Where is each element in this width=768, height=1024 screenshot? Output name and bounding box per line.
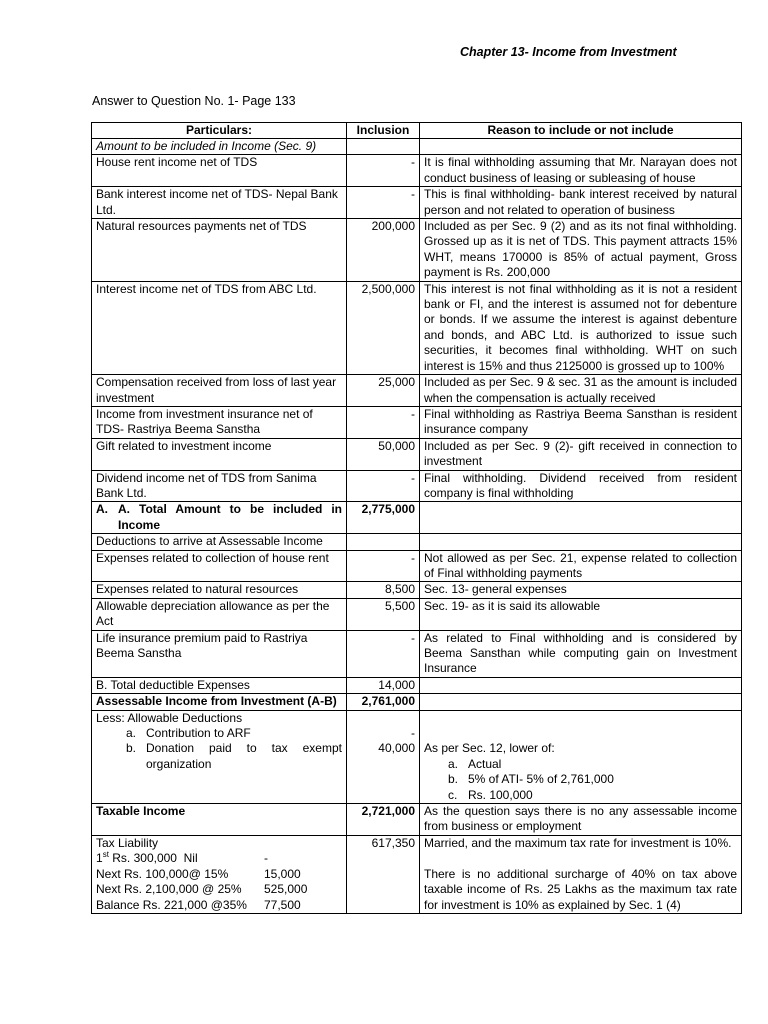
reason-item-text: Rs. 100,000 <box>468 787 533 802</box>
section-a-row <box>92 139 742 155</box>
tax-slab-amount: 77,500 <box>264 897 301 912</box>
income-row <box>92 155 742 187</box>
header-reason: Reason to include or not include <box>420 123 742 139</box>
deduction-row <box>92 630 742 677</box>
taxable-reason: As the question says there is no any assessable income from business or employment <box>420 804 742 836</box>
reason-cell: Final withholding. Dividend received from resident company is final withholding <box>420 470 742 502</box>
inclusion-cell: - <box>347 470 420 502</box>
deduction-row <box>92 598 742 630</box>
question-title: Answer to Question No. 1- Page 133 <box>92 94 296 108</box>
tax-slab-amount: 15,000 <box>264 866 301 881</box>
inclusion-cell: 50,000 <box>347 438 420 470</box>
particulars-cell: Expenses related to collection of house rent <box>92 550 347 582</box>
total-a-value: 2,775,000 <box>347 502 420 534</box>
reason-cell: Included as per Sec. 9 & sec. 31 as the amount is included when the compensation is actually received <box>420 375 742 407</box>
particulars-cell: Gift related to investment income <box>92 438 347 470</box>
tax-slab-text: Next Rs. 2,100,000 @ 25% <box>96 882 242 897</box>
deduction-item-text: Donation paid to tax exempt organization <box>146 741 342 771</box>
tax-liability-cell <box>92 835 347 913</box>
inclusion-cell: - <box>347 630 420 677</box>
tax-slab-line <box>96 867 342 882</box>
particulars-cell: Compensation received from loss of last year investment <box>92 375 347 407</box>
reason-cell: It is final withholding assuming that Mr. Narayan does not conduct business of leasing or subleasing of house <box>420 155 742 187</box>
particulars-cell: Bank interest income net of TDS- Nepal Bank Ltd. <box>92 187 347 219</box>
section-a-label: Amount to be included in Income (Sec. 9) <box>92 139 347 155</box>
inclusion-cell: 8,500 <box>347 582 420 598</box>
inclusion-cell: 25,000 <box>347 375 420 407</box>
reason-item <box>424 788 737 803</box>
particulars-cell: Natural resources payments net of TDS <box>92 219 347 282</box>
table-header-row <box>92 123 742 139</box>
deduction-item-text: Contribution to ARF <box>146 726 251 741</box>
total-a-text: A. Total Amount to be included in Income <box>118 502 342 532</box>
tax-slab-sup: st <box>102 850 109 860</box>
assessable-value: 2,761,000 <box>347 694 420 710</box>
taxable-row <box>92 804 742 836</box>
reason-item-text: 5% of ATI- 5% of 2,761,000 <box>468 772 614 787</box>
tax-slab-text: Rs. 300,000 Nil <box>108 851 198 866</box>
income-row <box>92 219 742 282</box>
particulars-cell: Life insurance premium paid to Rastriya Beema Sanstha <box>92 630 347 677</box>
deduction-item <box>124 726 342 741</box>
income-row <box>92 187 742 219</box>
deduction-row <box>92 582 742 598</box>
total-b-label: B. Total deductible Expenses <box>92 677 347 693</box>
inclusion-cell: - <box>347 406 420 438</box>
reason-cell: Final withholding as Rastriya Beema Sansthan is resident insurance company <box>420 406 742 438</box>
reason-cell: Sec. 13- general expenses <box>420 582 742 598</box>
income-row <box>92 281 742 374</box>
reason-cell: This interest is not final withholding as it is not a resident bank or FI, and the interest is assumed not for debenture or bonds. If we assume the interest is against debenture and bonds, and ABC Ltd. is authorized to issue such securities, it becomes final withholding. WHT on such interest is 15% and thus 2125000 is grossed up to 100% <box>420 281 742 374</box>
empty-cell <box>420 534 742 550</box>
tax-slab-text: Next Rs. 100,000@ 15% <box>96 866 229 881</box>
particulars-cell: Income from investment insurance net of TDS- Rastriya Beema Sanstha <box>92 406 347 438</box>
reason-item-text: Actual <box>468 756 502 771</box>
tax-reason-2: There is no additional surcharge of 40% on tax above taxable income of Rs. 25 Lakhs as the maximum tax rate for investment is 10% as explained by Sec. 1 (4) <box>424 866 737 912</box>
inclusion-cell: - <box>347 187 420 219</box>
reason-cell: As related to Final withholding and is considered by Beema Sansthan while computing gain on Investment Insurance <box>420 630 742 677</box>
deduction-reason-intro: As per Sec. 12, lower of: <box>424 741 555 756</box>
total-b-row <box>92 677 742 693</box>
tax-liability-value: 617,350 <box>347 835 420 913</box>
tax-slab-text: Balance Rs. 221,000 @35% <box>96 897 247 912</box>
deductions-row <box>92 710 742 803</box>
inclusion-cell: 2,500,000 <box>347 281 420 374</box>
reason-item <box>424 757 737 772</box>
tax-slab-amount: - <box>264 851 268 866</box>
income-row <box>92 375 742 407</box>
income-row <box>92 406 742 438</box>
header-particulars: Particulars: <box>92 123 347 139</box>
tax-slab-line <box>96 851 342 866</box>
deduction-marker: b. <box>126 741 137 756</box>
empty-cell <box>420 694 742 710</box>
income-row <box>92 438 742 470</box>
reason-cell: Not allowed as per Sec. 21, expense related to collection of Final withholding payments <box>420 550 742 582</box>
total-b-value: 14,000 <box>347 677 420 693</box>
section-b-label: Deductions to arrive at Assessable Income <box>92 534 347 550</box>
income-row <box>92 470 742 502</box>
empty-cell <box>347 534 420 550</box>
deductions-values-cell <box>347 710 420 803</box>
empty-cell <box>420 502 742 534</box>
assessable-label: Assessable Income from Investment (A-B) <box>92 694 347 710</box>
deduction-item <box>124 741 342 772</box>
tax-slab-prefix: 1 <box>96 851 103 866</box>
tax-liability-label: Tax Liability <box>96 835 159 850</box>
assessable-row <box>92 694 742 710</box>
inclusion-cell: - <box>347 155 420 187</box>
deductions-reason-cell <box>420 710 742 803</box>
empty-cell <box>420 677 742 693</box>
reason-marker: c. <box>448 787 458 802</box>
reason-marker: b. <box>448 772 459 787</box>
tax-slab-amount: 525,000 <box>264 882 308 897</box>
reason-cell: Sec. 19- as it is said its allowable <box>420 598 742 630</box>
tax-reason-cell <box>420 835 742 913</box>
reason-marker: a. <box>448 756 459 771</box>
inclusion-cell: 200,000 <box>347 219 420 282</box>
deduction-item-value: 40,000 <box>378 741 415 756</box>
total-a-row <box>92 502 742 534</box>
deduction-marker: a. <box>126 726 137 741</box>
reason-cell: This is final withholding- bank interest received by natural person and not related to operation of business <box>420 187 742 219</box>
tax-liability-row <box>92 835 742 913</box>
deduction-row <box>92 550 742 582</box>
deduction-item-value: - <box>411 726 415 741</box>
particulars-cell: House rent income net of TDS <box>92 155 347 187</box>
reason-item <box>424 772 737 787</box>
deductions-label: Less: Allowable Deductions <box>96 710 243 725</box>
particulars-cell: Interest income net of TDS from ABC Ltd. <box>92 281 347 374</box>
taxable-label: Taxable Income <box>92 804 347 836</box>
tax-slab-line <box>96 882 342 897</box>
header-inclusion: Inclusion <box>347 123 420 139</box>
inclusion-cell: - <box>347 550 420 582</box>
inclusion-cell: 5,500 <box>347 598 420 630</box>
taxable-value: 2,721,000 <box>347 804 420 836</box>
chapter-header: Chapter 13- Income from Investment <box>460 45 677 59</box>
reason-cell: Included as per Sec. 9 (2)- gift received in connection to investment <box>420 438 742 470</box>
tax-reason-1: Married, and the maximum tax rate for investment is 10%. <box>424 835 732 850</box>
tax-slab-line <box>96 898 342 913</box>
deductions-cell <box>92 710 347 803</box>
reason-cell: Included as per Sec. 9 (2) and as its not final withholding. Grossed up as it is net of TDS. This payment attracts 15% WHT, means 170000 is 85% of actual payment, Gross payment is Rs. 200,000 <box>420 219 742 282</box>
particulars-cell: Allowable depreciation allowance as per the Act <box>92 598 347 630</box>
particulars-cell: Expenses related to natural resources <box>92 582 347 598</box>
income-table <box>91 122 742 914</box>
section-b-row <box>92 534 742 550</box>
particulars-cell: Dividend income net of TDS from Sanima Bank Ltd. <box>92 470 347 502</box>
total-a-label: A. A. Total Amount to be included in Income <box>92 502 347 534</box>
